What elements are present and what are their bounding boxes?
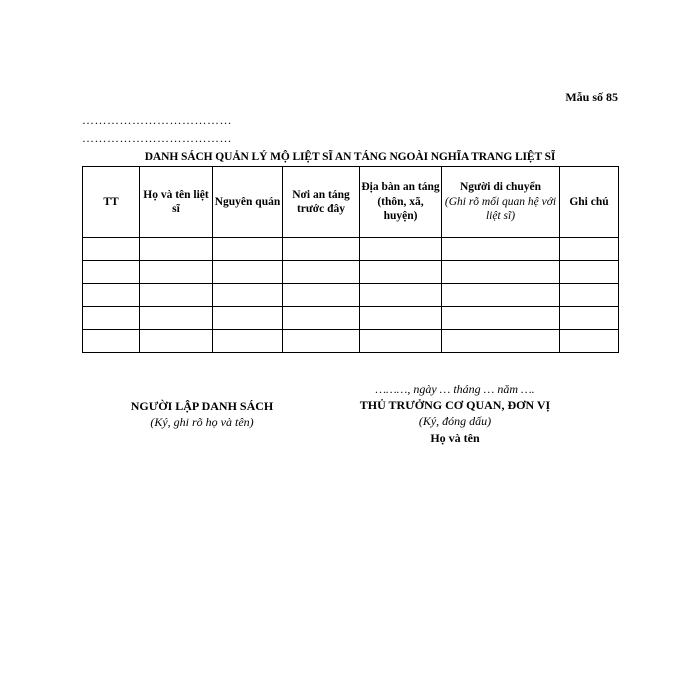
table-cell bbox=[283, 307, 360, 330]
table-cell bbox=[83, 261, 140, 284]
signature-block-preparer bbox=[112, 398, 292, 430]
header-ho-ten: Họ và tên liệt sĩ bbox=[140, 167, 213, 238]
table-cell bbox=[360, 261, 442, 284]
table-cell bbox=[83, 307, 140, 330]
table-cell bbox=[442, 330, 560, 353]
header-dotted-line-2: ……………………………… bbox=[82, 131, 232, 145]
table-cell bbox=[560, 307, 619, 330]
table-cell bbox=[560, 284, 619, 307]
table-cell bbox=[213, 307, 283, 330]
table-row bbox=[83, 284, 619, 307]
table-cell bbox=[283, 330, 360, 353]
table-row bbox=[83, 261, 619, 284]
table-cell bbox=[213, 261, 283, 284]
martyr-grave-table bbox=[82, 166, 619, 353]
header-nguyen-quan: Nguyên quán bbox=[213, 167, 283, 238]
table-cell bbox=[83, 238, 140, 261]
date-line: ………, ngày … tháng … năm …. bbox=[375, 382, 535, 396]
table-cell bbox=[213, 284, 283, 307]
document-title: DANH SÁCH QUẢN LÝ MỘ LIỆT SĨ AN TÁNG NGOÀI NGHĨA TRANG LIỆT SĨ bbox=[144, 151, 556, 163]
table-cell bbox=[283, 238, 360, 261]
table-cell bbox=[213, 238, 283, 261]
header-ghi-chu: Ghi chú bbox=[560, 167, 619, 238]
table-cell bbox=[442, 261, 560, 284]
header-tt: TT bbox=[83, 167, 140, 238]
header-nguoi-di-chuyen: Người di chuyển (Ghi rõ mối quan hệ với liệt sĩ) bbox=[442, 167, 560, 238]
table-cell bbox=[283, 261, 360, 284]
table-cell bbox=[213, 330, 283, 353]
table-cell bbox=[140, 284, 213, 307]
table-cell bbox=[442, 238, 560, 261]
head-title: THỦ TRƯỞNG CƠ QUAN, ĐƠN VỊ bbox=[359, 398, 551, 413]
preparer-note: (Ký, ghi rõ họ và tên) bbox=[150, 415, 254, 430]
table-cell bbox=[360, 330, 442, 353]
table-cell bbox=[360, 284, 442, 307]
table-row bbox=[83, 238, 619, 261]
table-cell bbox=[140, 261, 213, 284]
table-row bbox=[83, 307, 619, 330]
table-cell bbox=[560, 261, 619, 284]
table-cell bbox=[283, 284, 360, 307]
table-cell bbox=[560, 330, 619, 353]
table-cell bbox=[140, 330, 213, 353]
table-cell bbox=[140, 307, 213, 330]
table-cell bbox=[83, 284, 140, 307]
table-row bbox=[83, 330, 619, 353]
table-cell bbox=[442, 307, 560, 330]
table-cell bbox=[83, 330, 140, 353]
table-header-row bbox=[83, 167, 619, 238]
table-cell bbox=[442, 284, 560, 307]
signature-block-head bbox=[330, 381, 580, 446]
header-dotted-line-1: ……………………………… bbox=[82, 113, 232, 127]
table-cell bbox=[560, 238, 619, 261]
header-nguoi-di-chuyen-note: (Ghi rõ mối quan hệ với liệt sĩ) bbox=[444, 195, 557, 223]
head-note: (Ký, đóng dấu) bbox=[418, 414, 492, 429]
table-cell bbox=[140, 238, 213, 261]
header-dia-ban: Địa bàn an táng (thôn, xã, huyện) bbox=[360, 167, 442, 238]
table-cell bbox=[360, 238, 442, 261]
preparer-title: NGƯỜI LẬP DANH SÁCH bbox=[130, 399, 274, 413]
table-cell bbox=[360, 307, 442, 330]
header-noi-an-tang: Nơi an táng trước đây bbox=[283, 167, 360, 238]
head-name-line: Họ và tên bbox=[430, 430, 480, 445]
form-number: Mẫu số 85 bbox=[565, 90, 618, 104]
